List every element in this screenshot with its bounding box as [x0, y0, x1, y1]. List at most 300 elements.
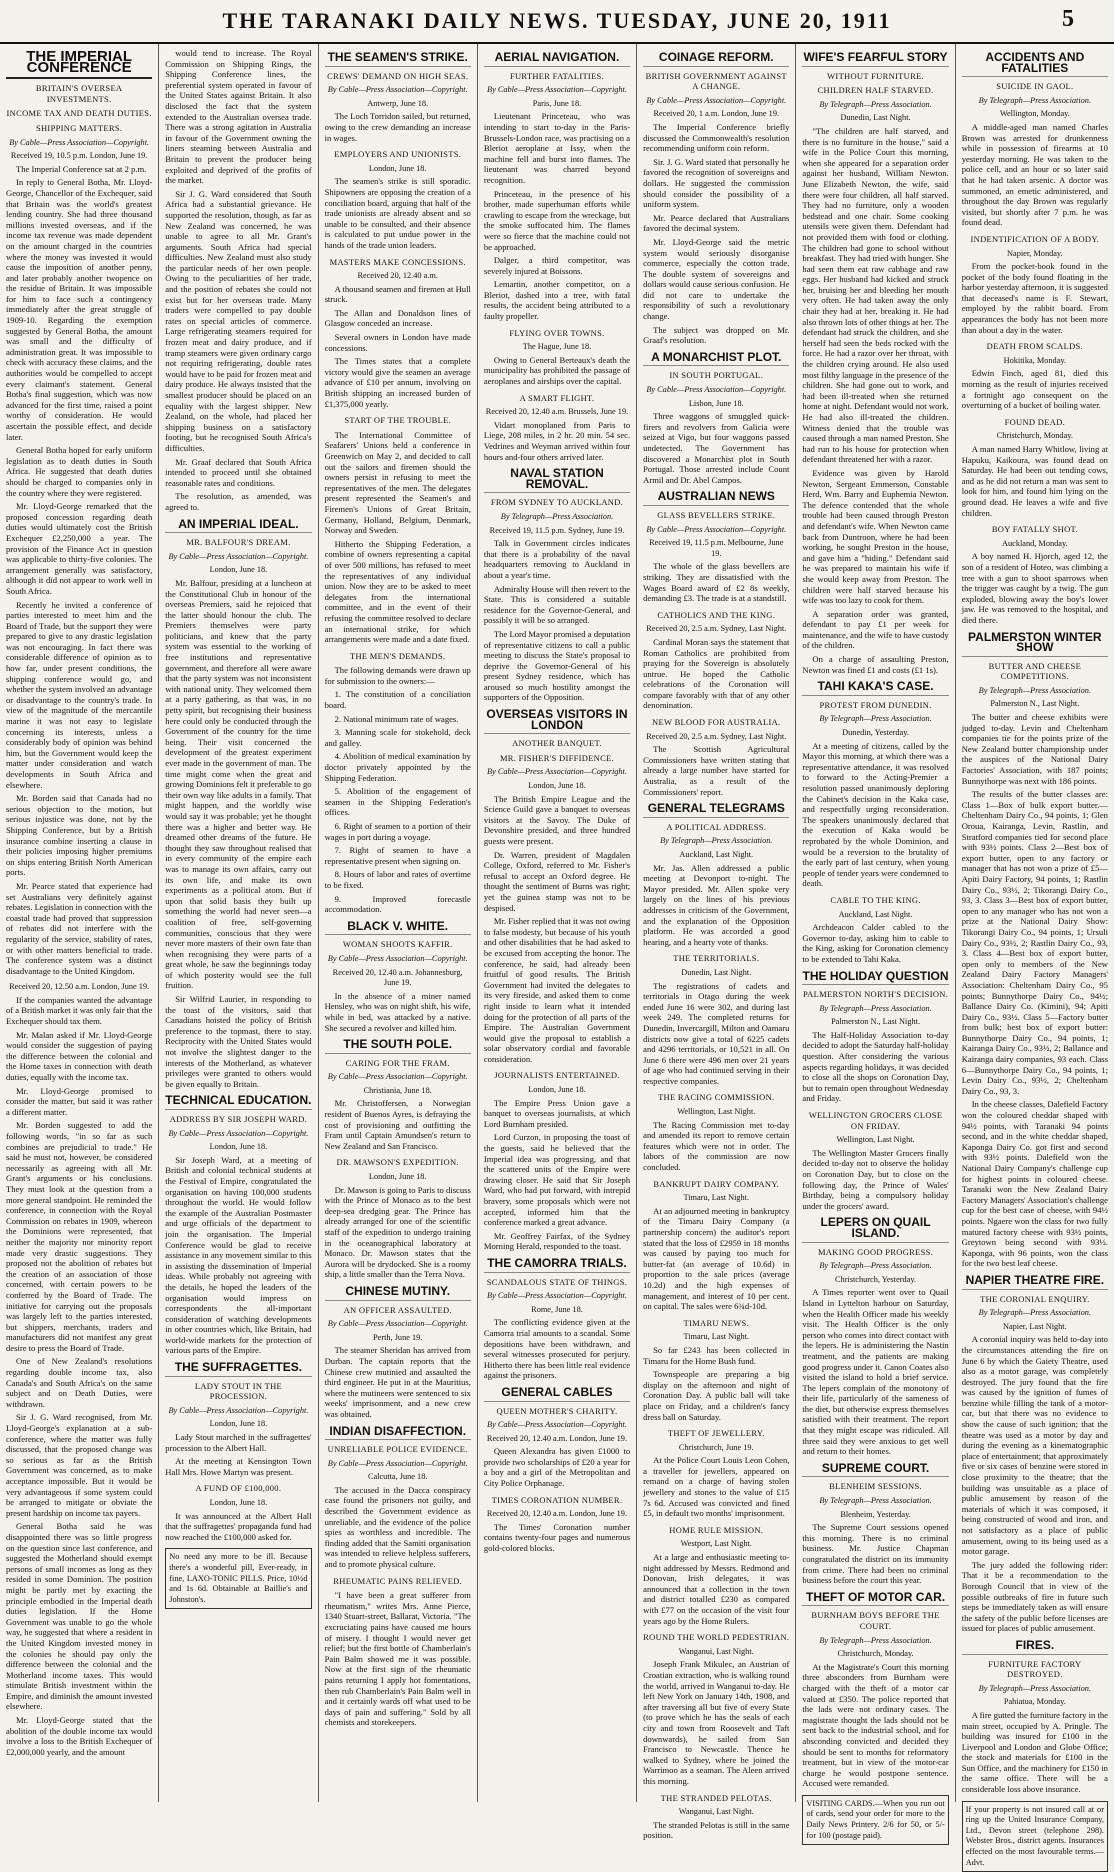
article-paragraph: Sir Joseph Ward, at a meeting of British and colonial technical students at the Festival of Empire, congratulated the organisation on having 100,000 students throughout the world. He would follow the example of the Australian Postmaster and urge officials of the department to join the organisation. The Imperial Conference would be glad to receive assistance in any movement similar to this in assisting the dissemination of Imperial ideas. While probably not agreeing with the details, he hoped the leaders of the organisation would impress on correspondents the all-important consideration of watching developments in other countries which, like Britain, had world-wide markets for the protection of various parts of the Empire.: [165, 1154, 312, 1356]
article-subheading: BRITAIN'S OVERSEA INVESTMENTS.: [35, 83, 123, 104]
article-subheading: LADY STOUT IN THE PROCESSION.: [194, 1380, 283, 1402]
article-paragraph: If the companies wanted the advantage of a British market it was only fair that the Exchequer should tax them.: [6, 994, 153, 1027]
article: [643, 1428, 789, 1519]
article-paragraph: The stranded Pelotas is still in the same position.: [643, 1819, 790, 1841]
article: [962, 234, 1108, 335]
article-subheading: MR. BALFOUR'S DREAM.: [186, 537, 291, 548]
article-paragraph: It was announced at the Albert Hall that the suffragettes' propaganda fund had now reached the £100,000 asked for.: [165, 1510, 312, 1542]
article-paragraph: Mr. Balfour, presiding at a luncheon at the Constitutional Club in honour of the overseas Premiers, said he rejoiced that the latter should honour the club. The Premiers themselves were party politicians, and knew that the party system was essential to the working of free institutions and representative government, and therefore all were aware that the party system was not inconsistent with national unity. They welcomed them at a party gathering, as that was, in no petty spirit, but recognising their business here could only be conducted through the Government of the country for the time being. Their visit concerned the development of the greatest experiment ever made in the government of man. The time might come when the great and growing Dominions felt it preferable to go their own way like adults in a family. That might happen, and the worldly wise would say it was probable; yet he thought there was a higher and better way. He dreamed other dreams of the future. He thought they saw throughout realised that in every community of the empire each was to manage its own affairs, carry out its own life, and make its own experiments as a political atom. But if upon that solid basis they built up something the world had never seen—a coalition of free, self-governing communities, conscious that they were never more masters of their own fate than when recognising they were parts of a great whole, he saw the beginnings today of which posterity would see the full fruition.: [165, 577, 312, 991]
article-dateline: London, June 18.: [209, 1498, 268, 1507]
article-paragraph: Sir Wilfrid Laurier, in responding to the toast of the visitors, said that Canadians hoisted the policy of British preference to the topmast, there to stay. Reciprocity with the United States would not involve the slightest danger to the interests of the Motherland, as whatever privileges were granted to others would be given equally to Britain.: [165, 994, 312, 1089]
article-subheading: IN SOUTH PORTUGAL.: [669, 370, 764, 381]
article-paragraph: The Times' Coronation number contains twenty-four pages and numerous gold-colored blocks.: [483, 1521, 631, 1554]
article-dateline: Received 20, 1 a.m. London, June 19.: [653, 109, 780, 119]
article-paragraph: The subject was dropped on Mr. Graaf's resolution.: [643, 324, 790, 346]
article-paragraph: So far £243 has been collected in Timaru for the Home Bush fund.: [643, 1344, 790, 1366]
article-paragraph: "The children are half starved, and there is no furniture in the house," said a wife in the Police Court this morning, when she appeared for a separation order against her husband, William Newton. June Elizabeth Newton, the wife, said there were four children, all half starved. They had no furniture, only a wooden bedstead and one chair. Some cooking utensils were given them. Defendant had not provided them with food or clothing. The children had gone to school without breakfast. They had tried with hunger. She had seen them eat raw cabbage and raw eggs. Her husband had kicked and struck her, bruising her and bleeding her mouth very often. He had taken away the only chair they had at her, breaking it. He had also thrown lots of other things at her. The defendant had struck the children, and she herself had seen the beds rocked with the force. He had a razor over her throat, with the children crying around. He also used most filthy language in the presence of the children. She had gone out to work, and had been ill-treated when she returned home at night. Defendant would not work. He had also ill-treated the children. Witness denied that the trouble was caused through a man named Preston. She had run to his house for protection when defendant threatened her with a razor.: [802, 125, 949, 465]
article-subheading: A FUND OF £100,000.: [195, 1483, 282, 1494]
article-paragraph: The accused in the Dacca conspiracy case found the prisoners not guilty, and described the Government evidence as unreliable, and the evidence of the police spies as worthless and incredible. The finding added that the Samiti organisation was intended to relieve helpless sufferers, and to promote physical culture.: [324, 1484, 471, 1570]
article: [962, 52, 1108, 228]
column-6: [796, 44, 955, 1840]
article-paragraph: The Scottish Agricultural Commissioners have written stating that already a large number have started for Australia, as a result of the Commissioners' report.: [643, 744, 790, 797]
article-paragraph: At the Police Court Louis Leon Cohen, a traveller for jewellers, appeared on remand on a charge of having stolen jewellery and stones to the value of £15 7s 6d. Accused was convicted and fined £5, in default two months' imprisonment.: [643, 1455, 790, 1519]
article-dateline: Antwerp, June 18.: [367, 98, 429, 108]
article-credit: By Telegraph—Press Association.: [819, 714, 932, 724]
article-paragraph: Joseph Frank Mikulec, an Austrian of Croatian extraction, who is walking round the world, arrived in Wanganui to-day. He left New York on January 14th, 1908, and after traversing all but five of every State (to prove which he has the seals of each city and town from Roosevelt and Taft downwards), he sailed from San Francisco to Newcastle. Thence he walked to Sydney, where he joined the Warrimoo as a seaman. The Aleen arrived this morning.: [643, 1659, 790, 1786]
article-subheading: BOY FATALLY SHOT.: [991, 524, 1078, 535]
advertisement: If your property is not insured call at or ring up the United Insurance Company, Ltd., Devon street (telephone 298). Webster Bros., district agents. Insurances effected on the most favourable terms.—Advt.: [962, 1801, 1108, 1872]
article: [165, 516, 312, 1090]
article: [643, 1318, 789, 1422]
article: [484, 1495, 630, 1554]
article-paragraph: In reply to General Botha, Mr. Lloyd-George, Chancellor of the Exchequer, said that Britain was the world's greatest lending country. She had three thousand millions invested overseas, and if the income tax revenue was made dependent on the amount charged in the countries where the money was invested it would cause the imposition of another penny, and later probably another twopence on the residue of Britain. It was impossible for him to face such a contingency immediately after the great struggle of 1909-10. Regarding the exemption suggested by General Botha, the amount was small and the difficulty of administration great. It was impossible to check with accuracy these claims, and the authorities would be compelled to accept every claimant's statement. General Botha's final suggestion, which was now advanced for the first time, raised a point worthy of consideration. He would ascertain the possible effect, and decide later.: [6, 177, 153, 442]
article: [962, 417, 1108, 518]
article: [324, 1283, 471, 1420]
article: [483, 1384, 631, 1489]
article-headline: AERIAL NAVIGATION.: [484, 52, 630, 67]
article-credit: By Cable—Press Association—Copyright.: [327, 953, 468, 963]
article-subheading: PROTEST FROM DUNEDIN.: [819, 699, 932, 710]
article-paragraph: Lord Curzon, in proposing the toast of the guests, said he believed that the Imperial idea was progressing, and that the scattered units of the Empire were drawing closer. He said that Sir Joseph Ward, who had put forward, with intrepid bravery, some proposals which were not accepted, informed him that the conference marked a great advance.: [483, 1132, 631, 1228]
article-subheading: SCANDALOUS STATE OF THINGS.: [486, 1276, 628, 1287]
article-subheading: CARING FOR THE FRAM.: [345, 1057, 450, 1068]
article-paragraph: A boy named H. Hjorch, aged 12, the son of a resident of Hoteo, was climbing a tree with a gun to shoot sparrows when the trigger was caught by a twig. The gun exploded, blowing away the boy's lower jaw. He was removed to the hospital, and died there.: [961, 551, 1108, 625]
article-paragraph: In the cheese classes, Dalefield Factory won the coloured cheddar shaped with 94½ points, with Taranaki 94 points second, and in the white cheddar shaped, Kaponga Dairy Co. got first and second with 93½ points. Dalefield won the National Dairy Company's challenge cup for highest points in coloured cheese. Taranaki won the New Zealand Dairy Factory Managers' Association's challenge cup for the best case of cheese, with 94½ points. Ngaere won the class for two fully matured factory cheese with 93½ points, Greytown being second with 93½. Kaponga, with 96 points, won the class for the two best leaf cheese.: [961, 1099, 1108, 1269]
article-subheading: TIMES CORONATION NUMBER.: [491, 1494, 623, 1505]
article-credit: By Telegraph—Press Association.: [978, 95, 1092, 105]
article-dateline: London, June 18.: [209, 565, 268, 575]
article-credit: By Cable—Press Association—Copyright.: [646, 385, 787, 395]
article-credit: By Cable—Press Association—Copyright.: [168, 1128, 309, 1138]
article-paragraph: The whole of the glass bevellers are striking. They are dissatisfied with the Wages Board award of £2 8s weekly, demanding £3. The trade is at a standstill.: [643, 561, 790, 604]
article: [802, 1110, 948, 1211]
article-paragraph: The British Empire League and the Science Guild gave a banquet to overseas visitors at the Savoy. The Duke of Devonshire presided, and three hundred guests were present.: [483, 793, 631, 846]
article-credit: By Telegraph—Press Association.: [978, 1308, 1092, 1318]
article-subheading: ADDRESS BY SIR JOSEPH WARD.: [169, 1114, 308, 1124]
article-dateline: London, June 18.: [368, 1172, 427, 1182]
article-headline: THE SOUTH POLE.: [325, 1039, 471, 1054]
article-paragraph: At the Magistrate's Court this morning three absconders from Burnham were charged with the theft of a motor car valued at £350. The police reported that the lads were not ordinary cases. The magistrate thought the lads should not be sent back to the industrial school, and for absconding convicted and decided they should be sent to months for reformatory treatment, but in view of the motor-car charge he would postpone sentence. Accused were remanded.: [802, 1661, 949, 1789]
article-credit: By Cable—Press Association—Copyright.: [327, 1072, 468, 1082]
article-paragraph: Sir. J. G. Ward stated that personally he favored the recognition of sovereigns and dollars. He suggested the commission should consider the possibility of a uniform system.: [643, 156, 790, 210]
article-paragraph: A coronial inquiry was held to-day into the circumstances attending the fire on June 6 by which the Gaiety Theatre, used also as a motor garage, was completely destroyed. The jury found that the fire was caused by the ignition of fumes of benzine while filling the tank of a motor-car, but that there was no evidence to show the cause of such ignition; that the theatre was used as a motor by day and during the evening as a kinematographic place of entertainment; that approximately five or six cases of benzine were stored in close proximity to the theatre; that the building was unsuitable as a place of public amusement by reason of the materials of which it was composed, it being constructed of wood and iron, and not satisfactory as a place of public amusement, owing to its being used as a motor garage.: [961, 1334, 1108, 1557]
article-paragraph: The registrations of cadets and territorials in Otago during the week ended June 16 were 302, and during last week 249. The completed returns for Dunedin, Invercargill, Milton and Oamaru districts now give a total of 6225 cadets and 4296 territorials, or 10,521 in all. On June 6 there were 496 men over 21 years of age who had continued serving in their respective companies.: [643, 980, 790, 1086]
article-paragraph: Three waggons of smuggled quick-firers and revolvers from Galicia were seized at Vigo, but four waggons passed undetected. The Government has discovered a Monarchist plot in South Portugal. Those arrested include Count Armil and Dr. Abel Campos.: [643, 411, 790, 485]
article-paragraph: The Lord Mayor promised a deputation of representative citizens to call a public meeting to discuss the State's proposal to deprive the Governor-General of his present Sydney residence, which has aroused so much hostility amongst the supporters of the Opposition.: [483, 628, 631, 703]
article-headline: COINAGE REFORM.: [643, 52, 789, 67]
article-paragraph: A man named Harry Whitlow, living at Hapuku, Kaikoura, was found dead on Saturday. He had been out tending cows, and as he did not return a man was sent to look for him, and found him lying on the ground dead. He leaves a wife and five children.: [961, 444, 1108, 518]
article-paragraph: The following demands were drawn up for submission to the owners:—: [324, 665, 471, 686]
article-subheading: A POLITICAL ADDRESS.: [666, 821, 767, 832]
article-subheading: WOMAN SHOOTS KAFFIR.: [342, 939, 453, 950]
article-subheading: THE STRANDED PELOTAS.: [660, 1792, 772, 1803]
article-paragraph: Mr. Lloyd-George remarked that the proposed concession regarding death duties would ultimately cost the British Exchequer £2,250,000 a year. The provision of the Finance Act in question was applicable to thirty-five colonies. The arrangement generally was satisfactory, although it did not appear to work well in South Africa.: [6, 501, 153, 596]
article-paragraph: General Botha hoped for early uniform legislation as to death duties in South Africa. He suggested that death duties should be charged to companies only in the country where they were registered.: [6, 445, 153, 498]
article-paragraph: The Half-Holiday Association to-day decided to adopt the Saturday half-holiday question. After considering the various aspects regarding holidays, it was decided to close all the shops on Coronation Day, but to remain open throughout Wednesday and Friday.: [802, 1029, 949, 1104]
article-dateline: Received 19, 11.5 p.m. Melbourne, June 19.: [649, 538, 784, 558]
article-dateline: Received 20, 12.40 a.m. Brussels, June 19.: [485, 407, 629, 417]
advertisement: No need any more to be ill. Because there's a wonderful pill, Ever-ready, in fine, LAXO-TONIC PILLS. Price, 10½d and 1s 6d. Obtainable at Baillie's and Johnston's.: [165, 1548, 311, 1609]
article-credit: By Cable—Press Association—Copyright.: [168, 1405, 309, 1415]
article-paragraph: At a large and enthusiastic meeting to-night addressed by Messrs. Redmond and Donovan, Irish delegates, it was announced that a collection in the town and district totalled £230 as compared with £77 on the occasion of the visit four years ago by the Home Rulers.: [643, 1552, 790, 1626]
article-dateline: Dunedin, Last Night.: [840, 113, 911, 123]
article-dateline: Wellington, Monday.: [999, 109, 1070, 119]
article-paragraph: Mr. Christoffersen, a Norwegian resident of Buenos Ayres, is defraying the cost of provisioning and outfitting the Fram until Captain Amundsen's return to New Zealand and San Francisco.: [324, 1098, 471, 1151]
article-dateline: Christchurch, Monday.: [996, 431, 1073, 441]
article: [324, 918, 471, 1033]
article-subheading: FURTHER FATALITIES.: [509, 70, 605, 81]
article: [643, 52, 789, 346]
article-dateline: Received 20, 12.40 a.m. London, June 19.: [486, 1433, 628, 1443]
article-credit: By Cable—Press Association—Copyright.: [168, 551, 309, 561]
article: [484, 709, 630, 1064]
article-paragraph: Mr. Lloyd-George promised to consider the matter, but said it was rather a different matter.: [6, 1085, 153, 1117]
article-paragraph: The Wellington Master Grocers finally decided to-day not to observe the holiday on Coronation Day, but to close on the following day, the Prince of Wales' Birthday, being a compulsory holiday under the grocers' award.: [802, 1147, 949, 1211]
article-paragraph: The resolution, as amended, was agreed to.: [165, 491, 312, 512]
article-subheading: DR. MAWSON'S EXPEDITION.: [336, 1157, 459, 1168]
article-paragraph: Sir J. G. Ward recognised, from Mr. Lloyd-George's explanation at a sub-conference, where the matter was fully discussed, that the proposed change was so serious as far as the British Government was concerned, as to make acceptance impossible. But it would be very advantageous if some system could be arranged to mitigate or obviate the present hardship on income tax payers.: [6, 1412, 153, 1518]
article-dateline: Received 20, 12.40 a.m. London, June 19.: [486, 1509, 628, 1519]
article-subheading: FOUND DEAD.: [1004, 416, 1066, 427]
article-headline: SUPREME COURT.: [802, 1463, 948, 1478]
article: [484, 468, 630, 703]
article-paragraph: Mr. Lloyd-George said the metric system would seriously disorganise commerce, especially the cotton trade. The double system of sovereigns and dollars would cause serious confusion. He did not care to undertake the responsibility of such a revolutionary change.: [643, 236, 790, 322]
article-paragraph: Archdeacon Calder cabled to the Governor to-day, asking him to cable to the King, asking for Coronation clemency to be extended to Tahi Kaka.: [802, 922, 949, 964]
article: [325, 1576, 471, 1728]
article-paragraph: Queen Alexandra has given £1000 to provide two scholarships of £20 a year for a boy and a girl of the Metropolitan and City Police Orphanage.: [483, 1446, 631, 1489]
article-paragraph: Mr. Borden suggested to add the following words, "in so far as such combines are prejudicial to trade." He said he must not, however, be considered necessarily as agreeing with all Mr. Grant's arguments or his conclusions. They must look at the question from a more general standpoint. He reminded the conference, in connection with the Royal Commission on rebates in 1909, whereon the Dominions were represented, that neither the majority nor minority report made very drastic suggestions. They proposed not the abolition of rebates but the creation of an association of those concerned, with certain powers to be conferred by the Board of Trade. The initiative for carrying out the proposals was largely left to the parties interested, but shippers, merchants, traders and manufacturers did not manifest any great desire to press the Board of Trade.: [6, 1120, 153, 1353]
article-dateline: Auckland, Monday.: [1002, 538, 1068, 548]
article-credit: By Telegraph—Press Association.: [819, 1003, 932, 1013]
article: [325, 1039, 471, 1151]
article-paragraph: 2. National minimum rate of wages.: [334, 713, 459, 724]
article-paragraph: Mr. Pearce declared that Australians favored the decimal system.: [643, 212, 790, 234]
article-paragraph: Admiralty House will then revert to the State. This is considered a suitable residence for the Governor-General, and possibly it will be so arranged.: [483, 583, 631, 626]
article-subheading: BUTTER AND CHEESE COMPETITIONS.: [988, 660, 1082, 682]
article-subheading: INDENTIFICATION OF A BODY.: [970, 233, 1100, 244]
article-paragraph: Lady Stout marched in the suffragettes' procession to the Albert Hall.: [165, 1432, 312, 1453]
article-dateline: Dunedin, Yesterday.: [842, 728, 909, 738]
article: [325, 651, 471, 915]
article-dateline: Received 19, 11.5 p.m. Sydney, June 19.: [489, 525, 625, 535]
article: [325, 415, 471, 644]
article-dateline: Blenheim, Yesterday.: [840, 1509, 911, 1519]
article-headline: OVERSEAS VISITORS IN LONDON: [484, 709, 630, 734]
article: [643, 1632, 789, 1786]
article-dateline: Auckland, Last Night.: [679, 850, 754, 859]
article-dateline: Wellington, Last Night.: [836, 1135, 915, 1145]
article-subheading: A SMART FLIGHT.: [519, 392, 595, 403]
article-dateline: Received 20, 12.50 a.m. London, June 19.: [9, 982, 150, 992]
article: [484, 52, 630, 322]
article-subheading: TIMARU NEWS.: [683, 1317, 749, 1328]
article-dateline: Wanganui, Last Night.: [678, 1646, 754, 1656]
article-subheading: THE RACING COMMISSION.: [658, 1092, 775, 1103]
article-subheading: WITHOUT FURNITURE.: [827, 70, 924, 81]
article-dateline: Westport, Last Night.: [680, 1539, 752, 1549]
article-dateline: Wanganui, Last Night.: [678, 1807, 754, 1817]
article: [643, 1092, 789, 1172]
article-headline: TAHI KAKA'S CASE.: [802, 681, 948, 696]
article-paragraph: One of New Zealand's resolutions regarding double income tax, also Canada's and South Africa's on the same subject and on Death Duties, were withdrawn.: [6, 1356, 153, 1409]
article-dateline: Received 20, 2.5 a.m. Sydney, Last Night.: [646, 731, 787, 741]
article-paragraph: Mr. Malan asked if Mr. Lloyd-George would consider the suggestion of paying the difference between the colonial and the Home taxes in connection with death duties, equally with the income tax.: [6, 1029, 153, 1083]
article-headline: WIFE'S FEARFUL STORY: [802, 52, 948, 67]
article-dateline: Christchurch, June 19.: [678, 1442, 754, 1452]
article: [962, 524, 1108, 625]
article-paragraph: Owing to General Berteaux's death the municipality has prohibited the passage of aeroplanes and airships over the capital.: [483, 354, 631, 387]
article: [802, 895, 948, 965]
article-headline: A MONARCHIST PLOT.: [643, 352, 789, 367]
article-paragraph: On a charge of assaulting Preston, Newton was fined £1 and costs (£1 1s).: [802, 654, 949, 675]
article: [325, 1157, 471, 1280]
article-dateline: Pahiatua, Monday.: [1003, 1697, 1066, 1707]
article-paragraph: 3. Manning scale for stokehold, deck and galley.: [324, 727, 471, 748]
article: [6, 48, 153, 976]
article-dateline: Hokitika, Monday.: [1003, 355, 1067, 365]
article: [643, 953, 789, 1086]
article: [961, 629, 1108, 1269]
article: [643, 491, 789, 603]
article: [325, 52, 471, 143]
article-subheading: DEATH FROM SCALDS.: [986, 341, 1083, 352]
article-dateline: Auckland, Last Night.: [838, 909, 913, 919]
article-paragraph: Sir J. G. Ward considered that South Africa had a substantial grievance. He supported the resolution, though, as far as New Zealand was concerned, he was unable to agree to all Mr. Grant's arguments. South Africa had special difficulties. New Zealand must also study the particular needs of her own people. Owing to the peculiarities of her trade, and the position of rebates she could not exist but for her overseas trade. Many traders were compelled to pay double rates on special articles of commerce. Large refrigerating steamers required for frozen meat and dairy produce, and if tramp steamers were given ordinary cargo not requiring refrigerating, double rates would have to be paid for frozen meat and dairy produce. He always insisted that the smallest producer should be placed on an equality with the largest shipper. New Zealand, on the whole, had placed her shipping business on a satisfactory footing, but he recognised South Africa's difficulties.: [165, 188, 312, 453]
article-paragraph: 1. The constitution of a conciliation board.: [324, 689, 471, 711]
article-paragraph: Princeteau, in the presence of his brother, made superhuman efforts while crawling to escape from the wreckage, but the smoke suffocated him. The flames were so fierce that the machine could not be approached.: [483, 188, 631, 252]
article-dateline: Received 20, 12.40 a.m.: [357, 271, 438, 281]
article-paragraph: The Supreme Court sessions opened this morning. There is no criminal business. Mr. Justice Chapman congratulated the district on its immunity from crime. There had been no criminal business before the court this year.: [802, 1522, 949, 1586]
article: [643, 1793, 789, 1841]
article-subheading: ANOTHER BANQUET.: [512, 738, 602, 749]
article-paragraph: Townspeople are preparing a big display on the afternoon and night of Coronation Day. A public ball will take place on Friday, and a children's fancy dress ball on Saturday.: [643, 1369, 790, 1422]
article-dateline: Received 20, 2.5 a.m. Sydney, Last Night.: [646, 624, 787, 634]
article-dateline: London, June 18.: [209, 1419, 268, 1429]
article: [802, 681, 948, 889]
article: [962, 341, 1108, 411]
article-paragraph: Recently he invited a conference of parties interested to meet him and the Board of Trade, but the support they were prepared to give to any drastic legislation was not encouraging. In fact there was considerable difference of opinion as to how far, under present conditions, the shipping conference would go, and whether the system involved an advantage or disadvantage to the country's trade. In view of the magnitude of the mercantile marine it was not easy to legislate concerning its interests, unless a considerably body of opinion was behind him, but the Government would keep the matter under consideration and watch developments in South Africa and elsewhere.: [6, 599, 153, 790]
article-paragraph: The Times states that a complete victory would give the seamen an average advance of £10 per annum, involving on British shipping an increased burden of £1,375,000 yearly.: [324, 356, 471, 409]
article-headline: GENERAL TELEGRAMS: [643, 803, 789, 818]
article: [483, 1255, 631, 1381]
article-credit: By Cable—Press Association—Copyright.: [487, 1291, 627, 1301]
article: [643, 349, 790, 486]
article-headline: FIRES.: [962, 1640, 1108, 1655]
article-paragraph: The Racing Commission met to-day and amended its report to remove certain features which were not in order. The labors of the commission are now concluded.: [643, 1119, 790, 1173]
article-paragraph: A fire gutted the furniture factory in the main street, occupied by A. Pringle. The building was insured for £100 in the Liverpool and London and Globe Office; the stock and materials for £100 in the Sun Office, and the machinery for £150 in the same office. There will be a considerable loss above insurance.: [961, 1709, 1108, 1795]
article-paragraph: The Allan and Donaldson lines of Glasgow conceded an increase.: [324, 307, 471, 329]
article-dateline: Received 19, 10.5 p.m. London, June 19.: [10, 151, 148, 161]
article: [961, 1272, 1108, 1634]
article-headline: INDIAN DISAFFECTION.: [325, 1426, 471, 1441]
article-paragraph: A thousand seamen and firemen at Hull struck.: [324, 283, 471, 305]
article-headline: THE HOLIDAY QUESTION: [802, 971, 948, 986]
article-subheading: SUICIDE IN GAOL.: [996, 81, 1074, 92]
article-paragraph: 5. Abolition of the engagement of seamen in the Shipping Federation's offices.: [324, 786, 471, 818]
article-subheading: FLYING OVER TOWNS.: [509, 327, 605, 338]
article-paragraph: Mr. Pearce stated that experience had set Australians very definitely against rebates. Legislation in connection with the coastal trade had proved that suppression of rebates did not interfere with the regularity of the service, stability of rates, or with other matters beneficial to trade. The conference system was a distinct disadvantage to the United Kingdom.: [6, 880, 153, 976]
article-dateline: Rome, June 18.: [531, 1304, 583, 1314]
article-paragraph: Mr. Lloyd-George stated that the abolition of the double income tax would involve a loss to the British Exchequer of £2,000,000 yearly, and the amount: [6, 1715, 153, 1757]
article-subheading: THEFT OF JEWELLERY.: [667, 1428, 765, 1439]
advertisement: VISITING CARDS.—When you run out of cards, send your order for more to the Daily News Printery. 2/6 for 50, or 5/- for 100 (postage paid).: [802, 1795, 948, 1845]
newspaper-columns: [0, 44, 1114, 1867]
article-dateline: Timaru, Last Night.: [683, 1332, 750, 1342]
article-dateline: London, June 18.: [528, 1085, 586, 1095]
article-paragraph: 9. Improved forecastle accommodation.: [324, 893, 471, 915]
article-paragraph: 7. Right of seamen to have a representative present when signing on.: [324, 845, 471, 866]
article-dateline: London, June 18.: [368, 163, 427, 173]
article-dateline: Napier, Monday.: [1007, 248, 1063, 258]
article-subheading: START OF THE TROUBLE.: [344, 415, 452, 426]
article-paragraph: Dr. Warren, president of Magdalen College, Oxford, referred to Mr. Fisher's refusal to accept an Oxford degree. He thought the sentiment of Burns was right; yet the guinea stamp was not to be despised.: [483, 849, 631, 913]
article-paragraph: The Empire Press Union gave a banquet to overseas journalists, at which Lord Burnham presided.: [483, 1097, 631, 1129]
article-dateline: The Hague, June 18.: [522, 342, 592, 352]
article-dateline: Perth, June 19.: [373, 1332, 423, 1342]
article-subheading: BLENHEIM SESSIONS.: [829, 1481, 922, 1492]
article-subheading: ROUND THE WORLD PEDESTRIAN.: [643, 1632, 790, 1643]
article: [484, 328, 630, 387]
article-subheading: PALMERSTON NORTH'S DECISION.: [802, 989, 949, 1000]
article-subheading: THE MEN'S DEMANDS.: [349, 650, 446, 661]
article-paragraph: Mr. Fisher replied that it was not owing to false modesty, but because of his youth and other disabilities that he had asked to be excused from accepting the honor. The conference, he said, had already been fruitful of good results. The British Government had invited the delegates to its very fireside, and asked them to come right inside to learn what it intended doing for the protection of all parts of the Empire. The Australian Government would give the proposal to establish a solar observatory cordial and favorable consideration.: [483, 916, 631, 1064]
article-credit: By Cable—Press Association—Copyright.: [487, 1420, 627, 1430]
article: [165, 1362, 311, 1477]
article-subheading: INCOME TAX AND DEATH DUTIES.: [6, 108, 152, 119]
article-dateline: Napier, Last Night.: [1002, 1321, 1067, 1331]
article-headline: LEPERS ON QUAIL ISLAND.: [802, 1217, 948, 1242]
article-paragraph: would tend to increase. The Royal Commission on Shipping Rings, the Shipping Conference lines, the preferential system operated in favour of the United States against Britain. It also disclosed the fact that the system extended to the Australian oversea trade. There was a strong agitation in Australia in favour of the Government owning the liners steaming between Australia and Britain to prevent the producer being exploited and deprived of the profits of the market.: [165, 48, 312, 186]
article: [643, 610, 789, 711]
article-paragraph: Mr. Geoffrey Fairfax, of the Sydney Morning Herald, responded to the toast.: [483, 1230, 631, 1252]
article: [802, 1460, 949, 1586]
article-paragraph: A separation order was granted, defendant to pay £1 per week for maintenance, and the wife to have custody of the children.: [802, 608, 949, 651]
article-dateline: Christiania, June 18.: [363, 1085, 432, 1095]
article-dateline: London, June 18.: [528, 781, 586, 791]
article-paragraph: 8. Hours of labor and rates of overtime to be fixed.: [324, 869, 471, 890]
column-5: [637, 44, 796, 1841]
article-subheading: FURNITURE FACTORY DESTROYED.: [988, 1658, 1082, 1680]
article-paragraph: At a meeting of citizens, called by the Mayor this morning, at which there was a representative attendance, it was resolved to forward to the Acting-Premier a resolution passed unanimously deploring the Cabinet's decision in the Kaka case, and respectfully urging reconsideration. The speakers unanimously declared that the execution of Kaka would be reprobated by the whole Dominion, and would be a reversion to the brutality of the early part of last century, when young people of tender years were condemned to death.: [802, 740, 949, 889]
article-headline: TECHNICAL EDUCATION.: [165, 1095, 311, 1110]
column-7: [956, 44, 1114, 1867]
article-dateline: Palmerston N., Last Night.: [990, 699, 1080, 709]
article-subheading: FROM SYDNEY TO AUCKLAND.: [490, 497, 624, 508]
article-dateline: Wellington, Last Night.: [677, 1107, 756, 1117]
article-paragraph: The Imperial Conference sat at 2 p.m.: [16, 163, 147, 174]
article-headline: AN IMPERIAL IDEAL.: [165, 519, 311, 534]
article: [325, 149, 471, 250]
article: [802, 1589, 949, 1789]
article-paragraph: From the pocket-book found in the pocket of the body found floating in the harbor yesterday afternoon, it is suggested that deceased's name is F. Stewart, employed by the rabbit board. From appearances the body has not been more than about a day in the water.: [961, 261, 1108, 335]
article-paragraph: The butter and cheese exhibits were judged to-day. Levin and Cheltenham companies tie for the points prize of the New Zealand butter championship under the auspices of the National Dairy Factories' Association, with 187 points; Bunnythorpe was next with 186 points.: [961, 712, 1108, 786]
article-paragraph: Mr. Graaf declared that South Africa intended to proceed until she obtained reasonable rates and conditions.: [165, 456, 312, 488]
article-paragraph: Dr. Mawson is going to Paris to discuss with the Prince of Monaco as to the best deep-sea dredging gear. The Prince has already arranged for one of the scientific staff of the expedition to undergo training in the oceanographical laboratory at Monaco. Dr. Mawson states that the Aurora will be drydocked. She is a roomy ship, a little smaller than the Terra Nova.: [324, 1184, 471, 1280]
article-dateline: Timaru, Last Night.: [683, 1193, 750, 1203]
article-paragraph: Lemartin, another competitor, on a Bleriot, dashed into a tree, with fatal results, the accident being attributed to a faulty propeller.: [483, 279, 631, 322]
article-paragraph: Dalger, a third competitor, was severely injured at Boissons.: [483, 255, 631, 276]
article-credit: By Cable—Press Association—Copyright.: [646, 95, 787, 105]
article-paragraph: Cardinal Moran says the statement that Roman Catholics are prohibited from praying for the Sovereign is absolutely untrue. He hoped the Catholic celebrations of the Coronation will compare favorably with that of any other denomination.: [643, 636, 790, 711]
article-dateline: Dunedin, Last Night.: [681, 967, 752, 977]
article-subheading: EMPLOYERS AND UNIONISTS.: [334, 149, 462, 160]
article-headline: THE CAMORRA TRIALS.: [484, 1258, 630, 1273]
article-credit: By Cable—Press Association—Copyright.: [646, 524, 787, 534]
article-dateline: Paris, June 18.: [532, 98, 582, 108]
article-paragraph: The seamen's strike is still sporadic. Shipowners are opposing the creation of a conciliation board, arguing that half of the trade unionists are already absent and so unable to be consulted, and their absence is calculated to put undue power in the hands of the trade union leaders.: [324, 176, 471, 250]
article-paragraph: Mr. Jas. Allen addressed a public meeting at Devonport to-night. The Mayor presided. Mr. Allen spoke very largely on the lines of his previous addresses in criticism of the Government, and the explanation of the Opposition platform. He was accorded a good hearing, and a hearty vote of thanks.: [643, 862, 790, 947]
article-credit: By Cable—Press Association—Copyright.: [327, 85, 468, 95]
article-paragraph: Hitherto the Shipping Federation, a combine of owners representing a capital of over 500 millions, has refused to meet the representatives of any individual union. Now they are to be asked to meet delegates from the international committee, and in the event of their refusing the committee resolved to declare an international strike, for which arrangements were made and a date fixed.: [324, 538, 471, 645]
article-subheading: AN OFFICER ASSAULTED.: [343, 1304, 452, 1315]
article-paragraph: The Imperial Conference briefly discussed the Commonwealth's resolution recommending uniform coin reform.: [643, 121, 790, 154]
masthead-title: THE TARANAKI DAILY NEWS. TUESDAY, JUNE 20, 1911: [222, 8, 892, 33]
article-headline: BLACK V. WHITE.: [325, 921, 471, 936]
article-subheading: RHEUMATIC PAINS RELIEVED.: [333, 1575, 463, 1586]
article: [325, 257, 471, 410]
article-paragraph: At an adjourned meeting in bankruptcy of the Timaru Dairy Company (a partnership concern) the auditor's report stated that the loss of £2959 in 18 months was caused by paying too much for butter-fat (an average of 10.6d) in proportion to the sale prices (average 10.2d) and the high expenses of management, and interest of 10 per cent. on capital. The sales were 6¾d-10d.: [643, 1205, 790, 1312]
article-paragraph: At the meeting at Kensington Town Hall Mrs. Howe Martyn was present.: [165, 1456, 312, 1477]
article-paragraph: General Botha said he was disappointed there was so little progress on the question since last conference, and suggested the Motherland should exempt persons of small incomes as long as they resided in some Dominion. The position might be partly met by exacting the principle embodied in the Imperial death duties legislation. If the Home Government was unable to go the whole way, he suggested that where a resident in the United Kingdom invested money in the colonies he should pay only the difference between the colonial and the Motherland income taxes. This would stimulate British investment within the Empire, and diminish the amount invested elsewhere.: [6, 1521, 153, 1712]
article-paragraph: The steamer Sheridan has arrived from Durban. The captain reports that the Chinese crew mutinied and assaulted the third engineer. He put in at the Mauritius, where the mutineers were sentenced to six weeks' imprisonment, and a new crew was obtained.: [324, 1345, 471, 1419]
article-subheading: QUEEN MOTHER'S CHARITY.: [496, 1405, 618, 1416]
article-credit: By Cable—Press Association—Copyright.: [9, 137, 150, 147]
article: [324, 1423, 471, 1570]
article-headline: NAPIER THEATRE FIRE.: [962, 1275, 1108, 1290]
article-paragraph: "I have been a great sufferer from rheumatism," writes Mrs. Anne Pierce, 1340 Stuart-street, Ballarat, Victoria. "The excruciating pains have caused me hours of misery. I thought I would never get relief; but the first bottle of Chamberlain's Pain Balm showed me it was possible. Now at the first sign of the rheumatic pains returning I apply hot fomentations, then rub Chamberlain's Pain Balm well in and it certainly wards off what used to be days of pain and suffering." Sold by all chemists and storekeepers.: [324, 1590, 471, 1728]
article-dateline: Palmerston N., Last Night.: [831, 1017, 921, 1027]
article-headline: CHINESE MUTINY.: [325, 1286, 471, 1301]
column-4: [478, 44, 637, 1802]
article-paragraph: The Loch Torridon sailed, but returned, owing to the crew demanding an increase in wages.: [324, 111, 471, 143]
article-subheading: THE CORONIAL ENQUIRY.: [980, 1293, 1090, 1304]
article-subheading: SHIPPING MATTERS.: [35, 122, 123, 133]
article-paragraph: 4. Abolition of medical examination by doctor privately appointed by the Shipping Federation.: [324, 751, 471, 783]
article: [484, 1070, 630, 1252]
article-headline: PALMERSTON WINTER SHOW: [962, 632, 1108, 657]
article-credit: By Cable—Press Association—Copyright.: [487, 767, 627, 777]
article-subheading: THE TERRITORIALS.: [673, 953, 760, 964]
article-paragraph: The conflicting evidence given at the Camorra trial amounts to a scandal. Some depositions have been withdrawn, and several witnesses prosecuted for perjury. Hitherto there has been little real evidence against the prisoners.: [483, 1317, 631, 1381]
article-paragraph: The International Committee of Seafarers' Unions held a conference in Greenwich on May 2, and decided to call out the sailors and firemen should the owners persist in refusing to meet the representatives of the men. The delegates present represented the Seamen's and Firemen's Unions of Great Britain, Germany, Holland, Belgium, Denmark, Norway and Sweden.: [324, 429, 471, 536]
article-credit: By Telegraph—Press Association.: [819, 1635, 932, 1645]
article-credit: By Telegraph—Press Association.: [819, 1261, 932, 1271]
article-subheading: BANKRUPT DAIRY COMPANY.: [653, 1178, 780, 1189]
page-number: 5: [1062, 6, 1074, 32]
article-headline: NAVAL STATION REMOVAL.: [484, 468, 630, 493]
article-paragraph: Vidart monoplaned from Paris to Liege, 208 miles, in 2 hr. 20 min. 54 sec. Vedrines and Weyman arrived within four hours and-four others arrived later.: [483, 419, 631, 462]
column-1: [0, 44, 159, 1802]
article-paragraph: Talk in Government circles indicates that there is a probability of the naval headquarters removing to Auckland in about a year's time.: [483, 538, 631, 580]
article-dateline: Christchurch, Yesterday.: [835, 1274, 917, 1284]
article-dateline: Christchurch, Monday.: [837, 1649, 914, 1659]
article-credit: By Telegraph—Press Association.: [819, 1496, 932, 1506]
article-subheading: CREWS' DEMAND ON HIGH SEAS.: [327, 70, 469, 81]
article-paragraph: A middle-aged man named Charles Brown was arrested for drunkenness while in possession of firearms at 10 yesterday morning. He was taken to the police cell, and an hour or so later said that he had taken arsenic. A doctor was summoned, an emetic administered, and throughout the day Brown was regularly visited, but shortly after 7 p.m. he was found dead.: [961, 121, 1108, 228]
article: [802, 1217, 948, 1456]
article: [643, 717, 789, 797]
article: [643, 1179, 789, 1312]
article: [165, 1095, 311, 1356]
article-credit: By Telegraph—Press Association.: [500, 511, 614, 521]
article-subheading: BRITISH GOVERNMENT AGAINST A CHANGE.: [645, 70, 787, 92]
article-credit: By Telegraph—Press Association.: [978, 1683, 1092, 1693]
article-subheading: CABLE TO THE KING.: [830, 894, 921, 905]
article-paragraph: 6. Right of seamen to a portion of their wages in port during a voyage.: [324, 821, 471, 842]
article-credit: By Cable—Press Association—Copyright.: [327, 1458, 468, 1468]
article-subheading: CATHOLICS AND THE KING.: [657, 609, 776, 620]
article-headline: THEFT OF MOTOR CAR.: [802, 1592, 948, 1607]
